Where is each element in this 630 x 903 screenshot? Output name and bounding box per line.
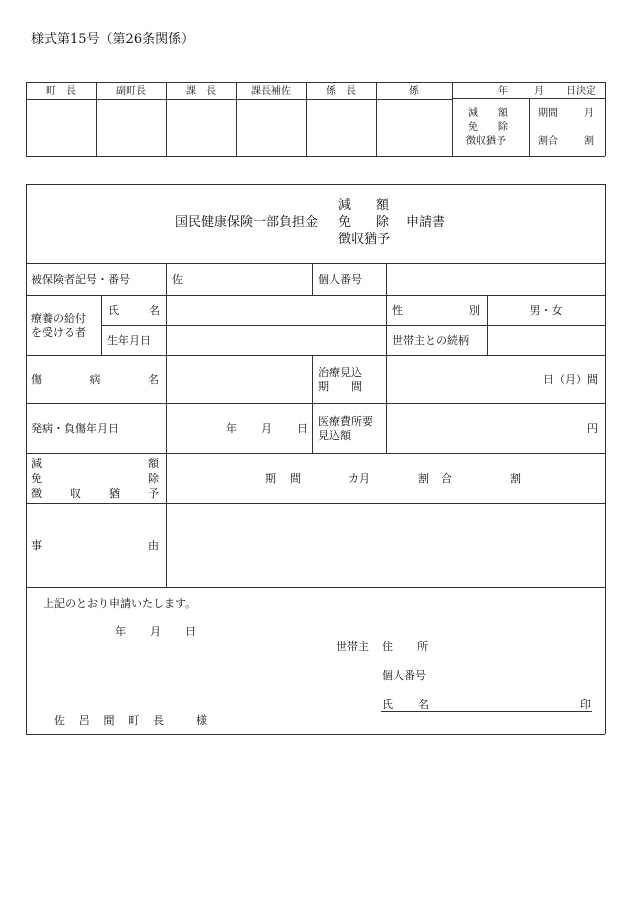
- gender-label: 性 別: [392, 304, 480, 317]
- approval-ratio-unit: 割: [584, 136, 594, 147]
- applicant-name-label-2: 名: [418, 698, 429, 711]
- seal-mark: 印: [580, 698, 591, 711]
- title-option-reduction-1: 減: [338, 198, 352, 213]
- onset-month: 月: [261, 422, 272, 435]
- ratio-unit: 割: [510, 472, 521, 485]
- relation-field[interactable]: [488, 326, 604, 354]
- onset-year: 年: [226, 422, 237, 435]
- deferral-label: 徴 収 猶 予: [31, 487, 159, 500]
- name-label: 氏 名: [108, 304, 160, 317]
- period-label: 期 間: [265, 472, 301, 485]
- apply-day: 日: [185, 625, 196, 638]
- personal-number-field[interactable]: [387, 264, 604, 294]
- title-option-exemption-2: 除: [376, 215, 390, 230]
- approval-header-assistant-chief: 課長補佐: [251, 86, 291, 97]
- apply-year: 年: [115, 625, 126, 638]
- gender-options[interactable]: 男・女: [529, 304, 563, 317]
- applicant-name-label-1: 氏: [382, 698, 393, 711]
- medical-cost-unit: 円: [587, 422, 598, 435]
- approval-header-mayor: 町 長: [46, 86, 76, 97]
- applicant-personal-number-label: 個人番号: [382, 669, 426, 682]
- decision-day: 日決定: [566, 86, 596, 97]
- illness-field[interactable]: [167, 356, 311, 402]
- approval-ratio-label: 割合: [538, 136, 558, 147]
- decision-year: 年: [498, 86, 508, 97]
- addressee: 佐 呂 間 町 長: [54, 714, 164, 727]
- exemption-label: 免 除: [31, 472, 159, 485]
- dob-label: 生年月日: [107, 334, 151, 347]
- declaration-text: 上記のとおり申請いたします。: [43, 597, 197, 610]
- medical-cost-label-line2: 見込額: [318, 429, 351, 442]
- approval-kind-exemption: 免 除: [468, 122, 508, 133]
- months-unit: カ月: [348, 472, 370, 485]
- householder-label: 世帯主: [336, 640, 369, 653]
- recipient-label-line1: 療養の給付: [31, 312, 86, 325]
- approval-kind-reduction: 減 額: [468, 108, 508, 119]
- title-option-reduction-2: 額: [376, 198, 390, 213]
- insured-number-label: 被保険者記号・番号: [31, 273, 130, 286]
- treatment-period-unit: 日（月）間: [543, 373, 598, 386]
- reason-field[interactable]: [167, 504, 604, 586]
- approval-period-label: 期間: [538, 108, 558, 119]
- title-option-deferral: 徴収猶予: [338, 232, 391, 247]
- treatment-period-label-line2: 期 間: [318, 380, 362, 393]
- title-prefix: 国民健康保険一部負担金: [175, 215, 319, 230]
- address-label: 住 所: [382, 640, 428, 653]
- personal-number-label: 個人番号: [318, 273, 362, 286]
- approval-period-unit: 月: [584, 108, 594, 119]
- onset-date-label: 発病・負傷年月日: [31, 422, 119, 435]
- title-suffix: 申請書: [406, 215, 446, 230]
- recipient-label-line2: を受ける者: [31, 326, 86, 339]
- relation-label: 世帯主との続柄: [392, 334, 469, 347]
- signature-line[interactable]: [381, 711, 592, 712]
- approval-header-deputy-mayor: 副町長: [116, 86, 146, 97]
- approval-header-subsection-chief: 係 長: [326, 86, 356, 97]
- approval-header-staff: 係: [409, 86, 419, 97]
- apply-month: 月: [150, 625, 161, 638]
- insured-number-prefix: 佐: [172, 273, 183, 286]
- approval-header-section-chief: 課 長: [186, 86, 216, 97]
- decision-month: 月: [534, 86, 544, 97]
- illness-label: 傷 病 名: [31, 373, 159, 386]
- ratio-label: 割 合: [418, 472, 452, 485]
- recipient-name-field[interactable]: [167, 296, 385, 324]
- approval-kind-deferral: 徴収猶予: [466, 136, 506, 147]
- honorific: 様: [196, 714, 207, 727]
- treatment-period-label-line1: 治療見込: [318, 366, 362, 379]
- reason-label: 事 由: [31, 539, 159, 552]
- dob-field[interactable]: [167, 326, 385, 354]
- title-option-exemption-1: 免: [338, 215, 352, 230]
- reduction-label: 減 額: [31, 457, 159, 470]
- medical-cost-label-line1: 医療費所要: [318, 415, 373, 428]
- form-number: 様式第15号（第26条関係）: [31, 32, 195, 47]
- onset-day: 日: [297, 422, 308, 435]
